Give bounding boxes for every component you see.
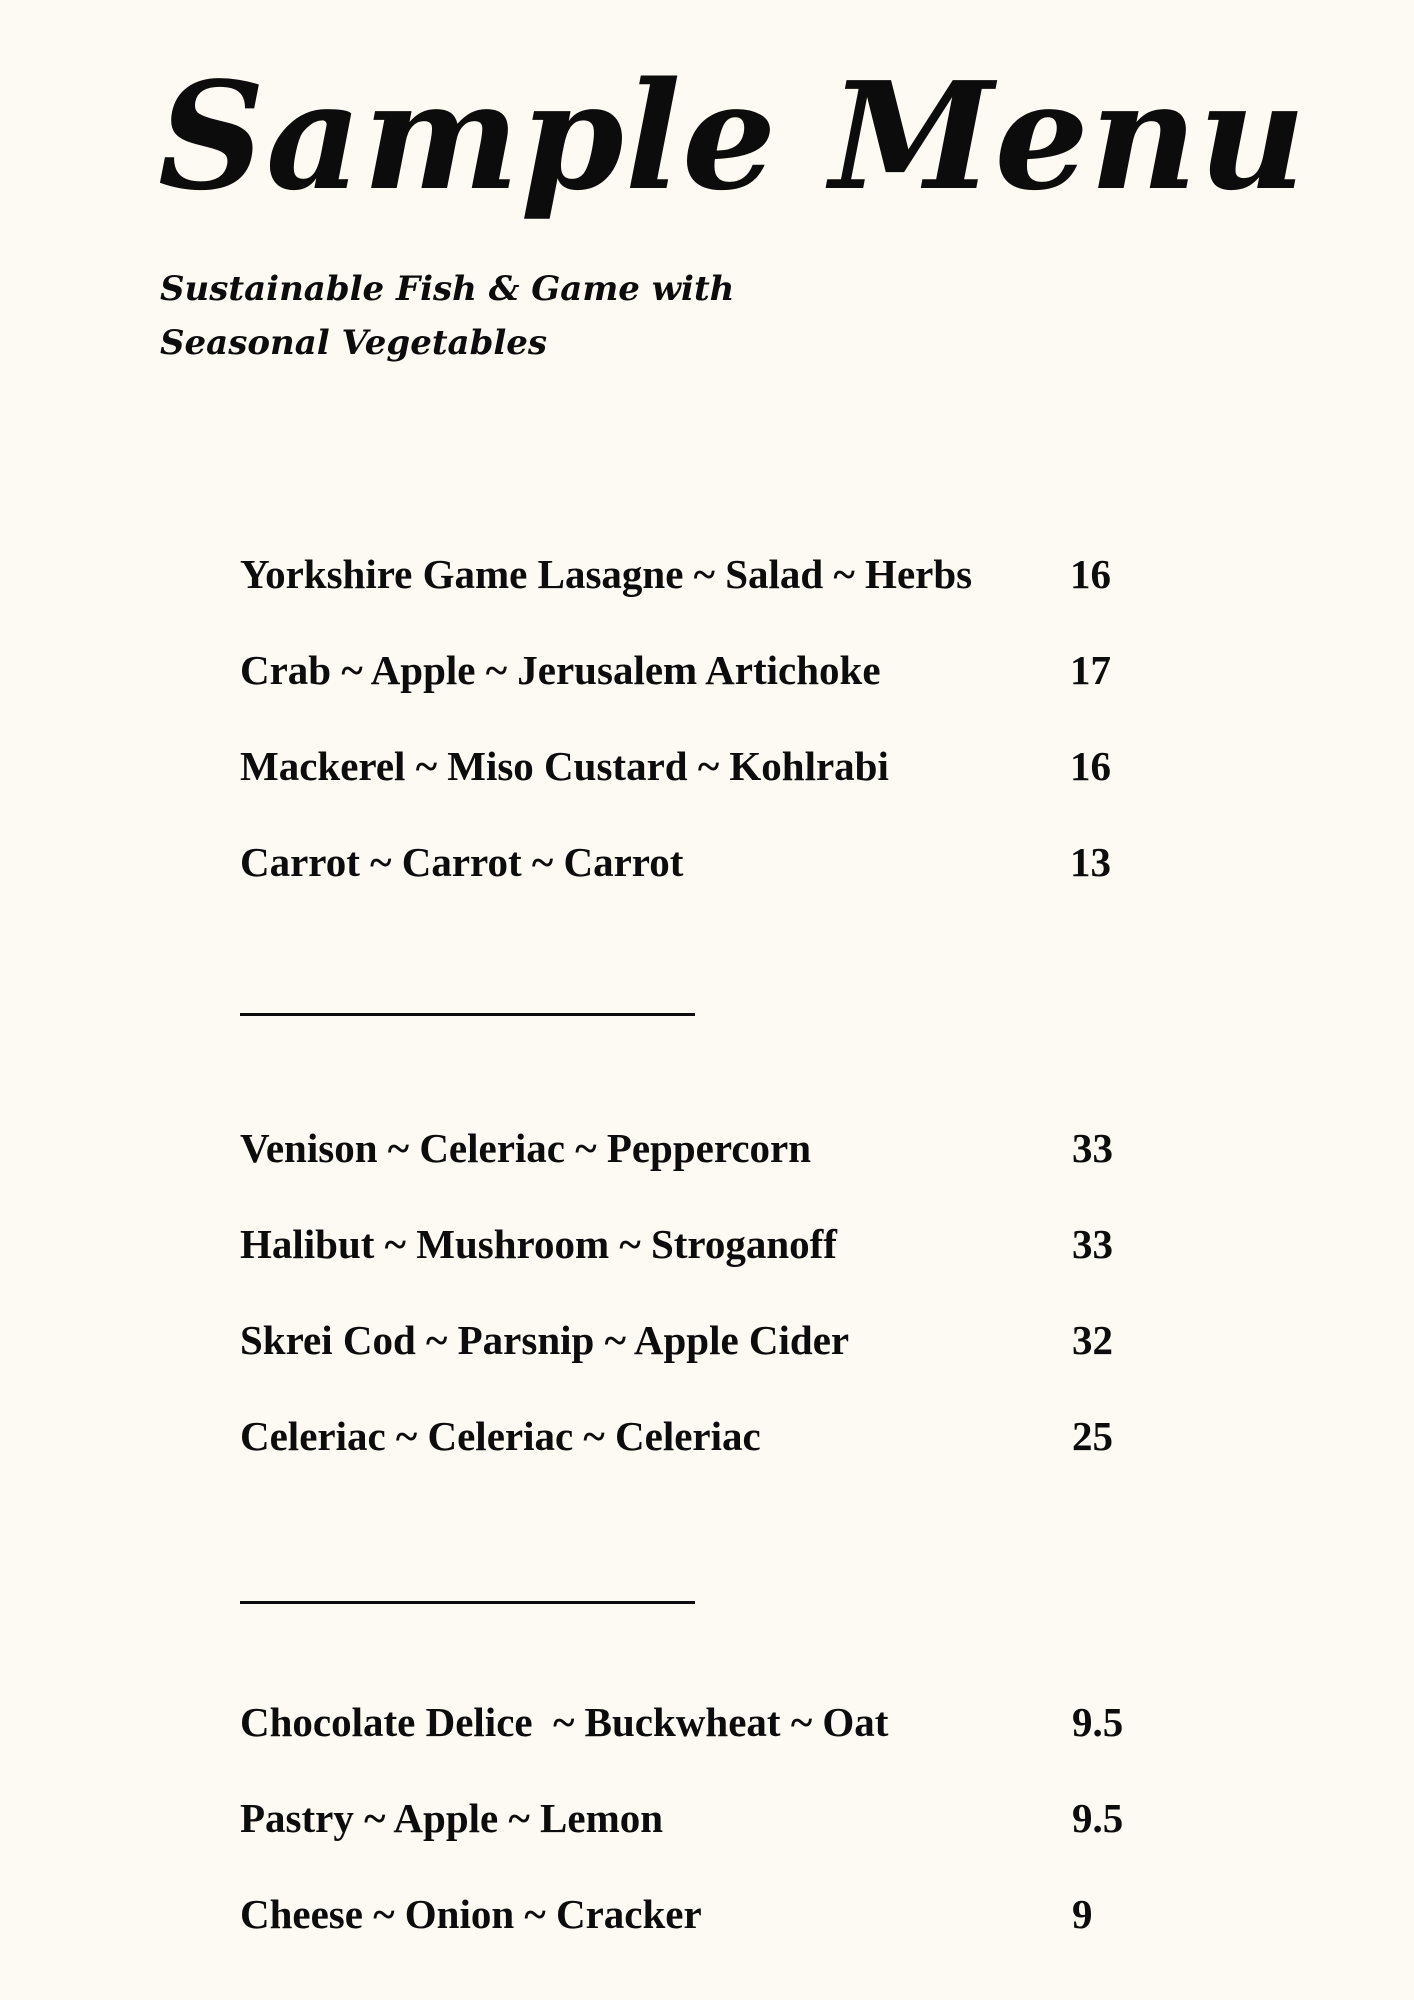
dish-name: Halibut ~ Mushroom ~ Stroganoff	[240, 1221, 837, 1267]
section-divider	[240, 1601, 695, 1604]
menu-section-starters	[240, 550, 1140, 934]
menu-section-desserts	[240, 1698, 1140, 1986]
dish-price: 33	[1072, 1221, 1113, 1267]
section-divider	[240, 1013, 695, 1016]
dish-name: Skrei Cod ~ Parsnip ~ Apple Cider	[240, 1317, 850, 1363]
menu-item	[240, 1698, 1140, 1794]
dish-name: Pastry ~ Apple ~ Lemon	[240, 1795, 664, 1841]
menu-item	[240, 646, 1140, 742]
menu-item	[240, 550, 1140, 646]
menu-title: Sample Menu	[158, 49, 1307, 223]
dish-name: Mackerel ~ Miso Custard ~ Kohlrabi	[240, 743, 889, 789]
dish-price: 16	[1070, 743, 1111, 789]
dish-price: 9	[1072, 1891, 1093, 1937]
dish-name: Chocolate Delice ~ Buckwheat ~ Oat	[240, 1699, 889, 1745]
dish-price: 17	[1070, 647, 1111, 693]
dish-name: Cheese ~ Onion ~ Cracker	[240, 1891, 702, 1937]
subtitle-line-1: Sustainable Fish & Game with	[160, 269, 735, 309]
dish-name: Celeriac ~ Celeriac ~ Celeriac	[240, 1413, 761, 1459]
dish-name: Venison ~ Celeriac ~ Peppercorn	[240, 1125, 812, 1171]
subtitle-line-2: Seasonal Vegetables	[160, 323, 548, 363]
menu-item	[240, 1412, 1140, 1508]
menu-item	[240, 1124, 1140, 1220]
menu-subtitle	[160, 262, 734, 370]
dish-name: Yorkshire Game Lasagne ~ Salad ~ Herbs	[240, 551, 973, 597]
dish-price: 9.5	[1072, 1699, 1124, 1745]
dish-price: 16	[1070, 551, 1111, 597]
dish-price: 25	[1072, 1413, 1113, 1459]
dish-price: 13	[1070, 839, 1111, 885]
menu-section-mains	[240, 1124, 1140, 1508]
menu-item	[240, 742, 1140, 838]
menu-item	[240, 1890, 1140, 1986]
menu-item	[240, 1794, 1140, 1890]
dish-name: Carrot ~ Carrot ~ Carrot	[240, 839, 684, 885]
dish-price: 33	[1072, 1125, 1113, 1171]
dish-price: 32	[1072, 1317, 1113, 1363]
menu-item	[240, 838, 1140, 934]
dish-name: Crab ~ Apple ~ Jerusalem Artichoke	[240, 647, 881, 693]
dish-price: 9.5	[1072, 1795, 1124, 1841]
menu-item	[240, 1220, 1140, 1316]
menu-item	[240, 1316, 1140, 1412]
